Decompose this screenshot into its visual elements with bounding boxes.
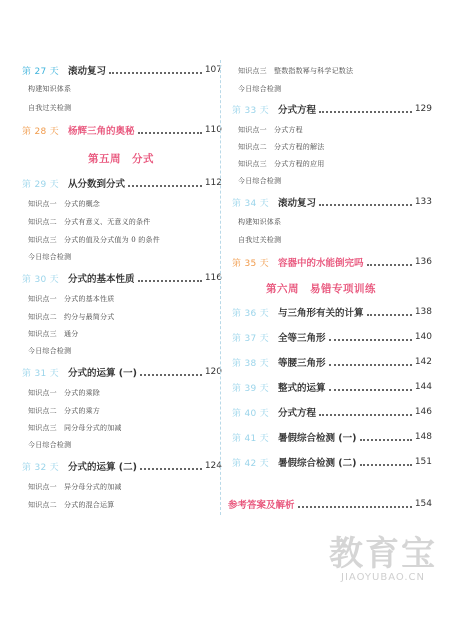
- toc-entry-day27[interactable]: [22, 63, 222, 77]
- sub-item: 知识点二 分式方程的解法: [238, 143, 325, 151]
- day-label: 第 28 天: [22, 126, 59, 137]
- entry-title: 容器中的水能倒完吗: [278, 258, 364, 269]
- page-number: 110: [204, 125, 222, 135]
- leader-dots: [319, 204, 412, 206]
- sub-item: 今日综合检测: [28, 347, 72, 355]
- leader-dots: [140, 374, 202, 376]
- page-number: 148: [414, 432, 432, 442]
- entry-title: 暑假综合检测 (二): [278, 458, 357, 469]
- day-label: 第 38 天: [232, 358, 269, 369]
- toc-entry-day36[interactable]: [232, 305, 432, 319]
- leader-dots: [138, 132, 202, 134]
- sub-item: 知识点二 分式的混合运算: [28, 501, 115, 509]
- day-label: 第 36 天: [232, 308, 269, 319]
- entry-title: 分式的运算 (一): [68, 368, 137, 379]
- leader-dots: [329, 339, 412, 341]
- toc-entry-day41[interactable]: [232, 430, 432, 444]
- entry-title: 等腰三角形: [278, 358, 326, 369]
- watermark-url: JIAOYUBAO.CN: [341, 572, 425, 583]
- column-divider: [220, 60, 221, 515]
- leader-dots: [140, 468, 202, 470]
- sub-item: 今日综合检测: [28, 253, 72, 261]
- toc-entry-day28[interactable]: [22, 123, 222, 137]
- day-label: 第 37 天: [232, 333, 269, 344]
- toc-entry-day31[interactable]: [22, 365, 222, 379]
- sub-item: 今日综合检测: [28, 441, 72, 449]
- entry-title: 暑假综合检测 (一): [278, 433, 357, 444]
- sub-item: 知识点二 分式有意义、无意义的条件: [28, 218, 151, 226]
- sub-item: 今日综合检测: [238, 85, 282, 93]
- entry-title: 分式的基本性质: [68, 274, 135, 285]
- day-label: 第 27 天: [22, 66, 59, 77]
- page-number: 136: [414, 257, 432, 267]
- day-label: 第 34 天: [232, 198, 269, 209]
- day-label: 第 30 天: [22, 274, 59, 285]
- day-label: 第 40 天: [232, 408, 269, 419]
- page-number: 144: [414, 382, 432, 392]
- entry-title: 与三角形有关的计算: [278, 308, 364, 319]
- toc-entry-answers[interactable]: [228, 497, 432, 511]
- page-number: 146: [414, 407, 432, 417]
- toc-entry-day42[interactable]: [232, 455, 432, 469]
- page-number: 112: [204, 178, 222, 188]
- toc-entry-day30[interactable]: [22, 271, 222, 285]
- sub-item: 知识点三 同分母分式的加减: [28, 424, 122, 432]
- day-label: 第 31 天: [22, 368, 59, 379]
- entry-title: 滚动复习: [68, 66, 107, 77]
- day-label: 第 42 天: [232, 458, 269, 469]
- sub-item: 知识点三 整数指数幂与科学记数法: [238, 67, 354, 75]
- leader-dots: [128, 185, 202, 187]
- leader-dots: [298, 506, 412, 508]
- sub-item: 知识点一 异分母分式的加减: [28, 483, 122, 491]
- sub-item: 构建知识体系: [28, 85, 72, 93]
- entry-title: 整式的运算: [278, 383, 326, 394]
- toc-entry-day39[interactable]: [232, 380, 432, 394]
- toc-entry-day37[interactable]: [232, 330, 432, 344]
- page-number: 154: [414, 499, 432, 509]
- page-number: 133: [414, 197, 432, 207]
- page-number: 107: [204, 65, 222, 75]
- entry-title: 滚动复习: [278, 198, 317, 209]
- page-number: 116: [204, 273, 222, 283]
- page-number: 140: [414, 332, 432, 342]
- leader-dots: [360, 439, 412, 441]
- sub-item: 自我过关检测: [28, 104, 72, 112]
- leader-dots: [319, 414, 412, 416]
- toc-entry-day40[interactable]: [232, 405, 432, 419]
- sub-item: 知识点一 分式的乘除: [28, 389, 100, 397]
- toc-entry-day38[interactable]: [232, 355, 432, 369]
- sub-item: 知识点三 分式方程的应用: [238, 160, 325, 168]
- entry-title: 分式的运算 (二): [68, 462, 137, 473]
- page-number: 129: [414, 104, 432, 114]
- entry-title: 全等三角形: [278, 333, 326, 344]
- week-heading: 第五周 分式: [88, 153, 154, 165]
- day-label: 第 35 天: [232, 258, 269, 269]
- toc-entry-day33[interactable]: [232, 102, 432, 116]
- sub-item: 知识点三 通分: [28, 330, 79, 338]
- toc-entry-day34[interactable]: [232, 195, 432, 209]
- leader-dots: [319, 111, 412, 113]
- entry-title: 分式方程: [278, 105, 317, 116]
- day-label: 第 32 天: [22, 462, 59, 473]
- page-number: 120: [204, 367, 222, 377]
- sub-item: 知识点一 分式方程: [238, 126, 303, 134]
- leader-dots: [329, 389, 412, 391]
- day-label: 第 41 天: [232, 433, 269, 444]
- leader-dots: [138, 280, 202, 282]
- leader-dots: [360, 464, 412, 466]
- leader-dots: [109, 72, 202, 74]
- toc-entry-day35[interactable]: [232, 255, 432, 269]
- day-label: 第 39 天: [232, 383, 269, 394]
- watermark-text: 教育宝: [329, 534, 437, 574]
- entry-title: 参考答案及解析: [228, 500, 295, 511]
- day-label: 第 33 天: [232, 105, 269, 116]
- page-number: 142: [414, 357, 432, 367]
- leader-dots: [367, 314, 412, 316]
- week-heading: 第六周 易错专项训练: [266, 283, 376, 295]
- toc-entry-day29[interactable]: [22, 176, 222, 190]
- entry-title: 杨辉三角的奥秘: [68, 126, 135, 137]
- sub-item: 自我过关检测: [238, 236, 282, 244]
- watermark-logo: [328, 536, 438, 584]
- entry-title: 分式方程: [278, 408, 317, 419]
- sub-item: 知识点一 分式的概念: [28, 200, 100, 208]
- sub-item: 今日综合检测: [238, 177, 282, 185]
- leader-dots: [367, 264, 412, 266]
- sub-item: 构建知识体系: [238, 218, 282, 226]
- leader-dots: [329, 364, 412, 366]
- page-number: 151: [414, 457, 432, 467]
- page-number: 138: [414, 307, 432, 317]
- sub-item: 知识点三 分式的值及分式值为 0 的条件: [28, 236, 160, 244]
- sub-item: 知识点一 分式的基本性质: [28, 295, 115, 303]
- sub-item: 知识点二 分式的乘方: [28, 407, 100, 415]
- toc-entry-day32[interactable]: [22, 459, 222, 473]
- entry-title: 从分数到分式: [68, 179, 126, 190]
- page-number: 124: [204, 461, 222, 471]
- day-label: 第 29 天: [22, 179, 59, 190]
- sub-item: 知识点二 约分与最简分式: [28, 313, 115, 321]
